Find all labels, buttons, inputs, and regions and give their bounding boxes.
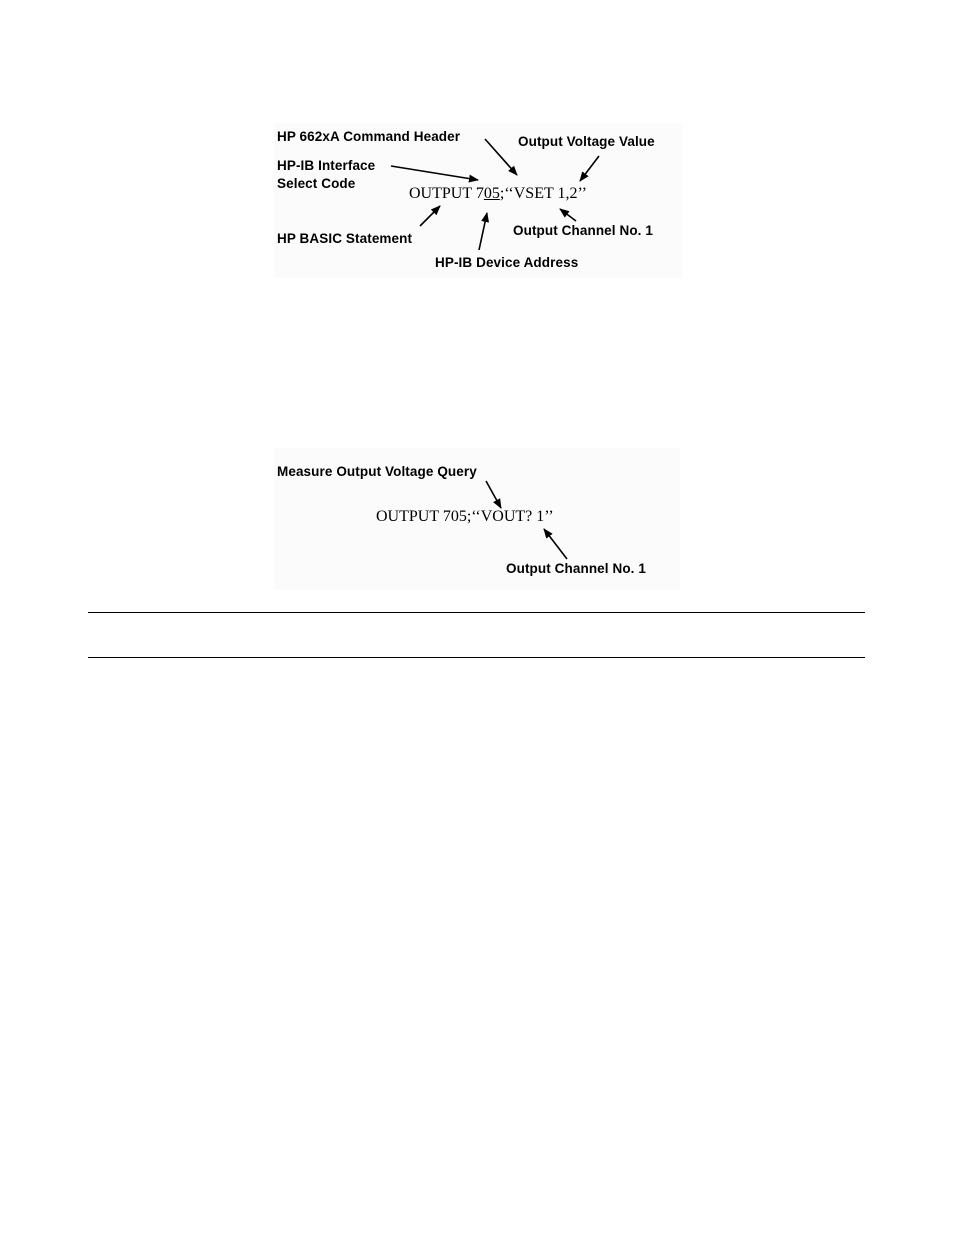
basic-statement-arrow (420, 206, 440, 226)
channel-label: Output Channel No. 1 (506, 561, 646, 576)
top-rule (88, 612, 865, 613)
arrows (274, 448, 680, 590)
vout-statement: OUTPUT 705;‘‘VOUT? 1’’ (376, 508, 554, 525)
query-arrow (486, 481, 501, 508)
statement-part3: ;‘‘VSET 1,2’’ (499, 185, 587, 202)
device-address-label: HP-IB Device Address (435, 255, 579, 270)
voltage-value-arrow (580, 156, 599, 181)
device-address-arrow (479, 213, 487, 250)
bottom-rule (88, 657, 865, 658)
interface-label-line2: Select Code (277, 176, 356, 191)
channel-arrow (544, 529, 567, 559)
voltage-value-label: Output Voltage Value (518, 134, 655, 149)
command-header-label: HP 662xA Command Header (277, 129, 461, 144)
interface-label-line1: HP-IB Interface (277, 158, 376, 173)
channel-arrow (560, 209, 576, 221)
vset-command-diagram (274, 123, 682, 278)
statement-address: 05 (483, 185, 500, 202)
statement-part1: OUTPUT 7 (409, 185, 484, 202)
vout-query-diagram (274, 448, 680, 590)
channel-label: Output Channel No. 1 (513, 223, 653, 238)
arrows (274, 123, 682, 278)
query-label: Measure Output Voltage Query (277, 464, 477, 479)
basic-statement-label: HP BASIC Statement (277, 231, 413, 246)
command-header-arrow (485, 139, 517, 175)
interface-arrow (391, 166, 478, 180)
